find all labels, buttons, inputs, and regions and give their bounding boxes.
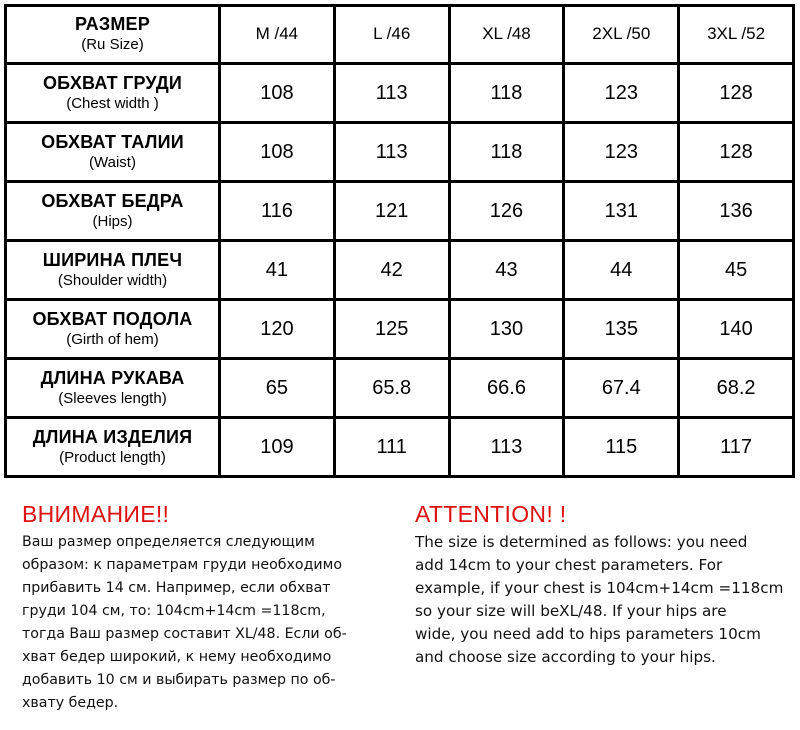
- table-cell: 140: [680, 301, 792, 357]
- row-label-waist: [7, 124, 218, 180]
- table-cell: 116: [221, 183, 333, 239]
- row-label-shoulder: [7, 242, 218, 298]
- note-line: wide, you need add to hips parameters 10cm: [415, 625, 761, 643]
- row-label-main: ОБХВАТ ТАЛИИ: [41, 131, 184, 152]
- note-line: образом: к параметрам груди необходимо: [22, 557, 343, 573]
- row-label-main: ШИРИНА ПЛЕЧ: [42, 249, 183, 270]
- header-size-label: РАЗМЕР: [75, 14, 150, 35]
- attention-note-en: [415, 500, 800, 669]
- table-cell: 45: [680, 242, 792, 298]
- attention-title-en: ATTENTION! !: [415, 501, 567, 527]
- table-cell: 68.2: [680, 360, 792, 416]
- header-size-sublabel: (Ru Size): [81, 36, 144, 54]
- attention-text-en: [415, 531, 800, 669]
- note-line: добавить 10 см и выбирать размер по об-: [22, 672, 336, 688]
- size-column-header: L /46: [336, 7, 448, 62]
- row-label-product-length: [7, 419, 218, 475]
- row-label-chest: [7, 65, 218, 121]
- note-line: The size is determined as follows: you need: [415, 533, 748, 551]
- table-cell: 65: [221, 360, 333, 416]
- table-cell: 117: [680, 419, 792, 475]
- table-cell: 65.8: [336, 360, 448, 416]
- row-label-sub: (Hips): [92, 212, 133, 230]
- attention-text-ru: [22, 531, 402, 715]
- note-line: so your size will beXL/48. If your hips are: [415, 602, 727, 620]
- table-cell: 111: [336, 419, 448, 475]
- row-label-sub: (Sleeves length): [58, 389, 167, 407]
- note-line: example, if your chest is 104cm+14cm =118cm: [415, 579, 784, 597]
- row-label-main: ДЛИНА ИЗДЕЛИЯ: [32, 426, 193, 447]
- table-cell: 109: [221, 419, 333, 475]
- row-label-main: ОБХВАТ ГРУДИ: [42, 72, 183, 93]
- row-label-sub: (Chest width ): [66, 94, 159, 112]
- table-cell: 130: [451, 301, 563, 357]
- size-column-header: XL /48: [451, 7, 563, 62]
- table-cell: 113: [336, 65, 448, 121]
- table-cell: 121: [336, 183, 448, 239]
- note-line: Ваш размер определяется следующим: [22, 534, 315, 550]
- table-cell: 125: [336, 301, 448, 357]
- table-cell: 118: [451, 65, 563, 121]
- size-chart-table: [4, 4, 795, 478]
- table-cell: 67.4: [565, 360, 677, 416]
- row-label-sub: (Waist): [89, 153, 136, 171]
- table-cell: 108: [221, 65, 333, 121]
- row-label-sleeves: [7, 360, 218, 416]
- note-line: груди 104 см, то: 104cm+14cm =118cm,: [22, 603, 326, 619]
- table-cell: 115: [565, 419, 677, 475]
- table-cell: 41: [221, 242, 333, 298]
- note-line: add 14cm to your chest parameters. For: [415, 556, 723, 574]
- row-label-main: ДЛИНА РУКАВА: [40, 367, 185, 388]
- table-cell: 126: [451, 183, 563, 239]
- table-cell: 43: [451, 242, 563, 298]
- table-cell: 118: [451, 124, 563, 180]
- row-label-sub: (Shoulder width): [57, 271, 168, 289]
- note-line: and choose size according to your hips.: [415, 648, 716, 666]
- row-label-hem: [7, 301, 218, 357]
- note-line: тогда Ваш размер составит XL/48. Если об-: [22, 626, 347, 642]
- header-size-label-cell: [7, 7, 218, 62]
- size-column-header: 2XL /50: [565, 7, 677, 62]
- row-label-sub: (Product length): [59, 448, 166, 466]
- table-cell: 120: [221, 301, 333, 357]
- note-line: хвату бедер.: [22, 695, 119, 711]
- row-label-hips: [7, 183, 218, 239]
- table-cell: 44: [565, 242, 677, 298]
- size-column-header: M /44: [221, 7, 333, 62]
- row-label-sub: (Girth of hem): [66, 330, 159, 348]
- table-cell: 113: [336, 124, 448, 180]
- size-column-header: 3XL /52: [680, 7, 792, 62]
- table-cell: 66.6: [451, 360, 563, 416]
- row-label-main: ОБХВАТ БЕДРА: [41, 190, 184, 211]
- table-cell: 42: [336, 242, 448, 298]
- table-cell: 123: [565, 65, 677, 121]
- note-line: прибавить 14 см. Например, если обхват: [22, 580, 331, 596]
- table-cell: 135: [565, 301, 677, 357]
- table-cell: 108: [221, 124, 333, 180]
- table-cell: 123: [565, 124, 677, 180]
- attention-note-ru: [22, 500, 402, 715]
- table-cell: 128: [680, 65, 792, 121]
- attention-title-ru: ВНИМАНИЕ!!: [22, 501, 170, 527]
- table-cell: 113: [451, 419, 563, 475]
- row-label-main: ОБХВАТ ПОДОЛА: [32, 308, 193, 329]
- note-line: хват бедер широкий, к нему необходимо: [22, 649, 332, 665]
- table-cell: 136: [680, 183, 792, 239]
- table-cell: 128: [680, 124, 792, 180]
- table-cell: 131: [565, 183, 677, 239]
